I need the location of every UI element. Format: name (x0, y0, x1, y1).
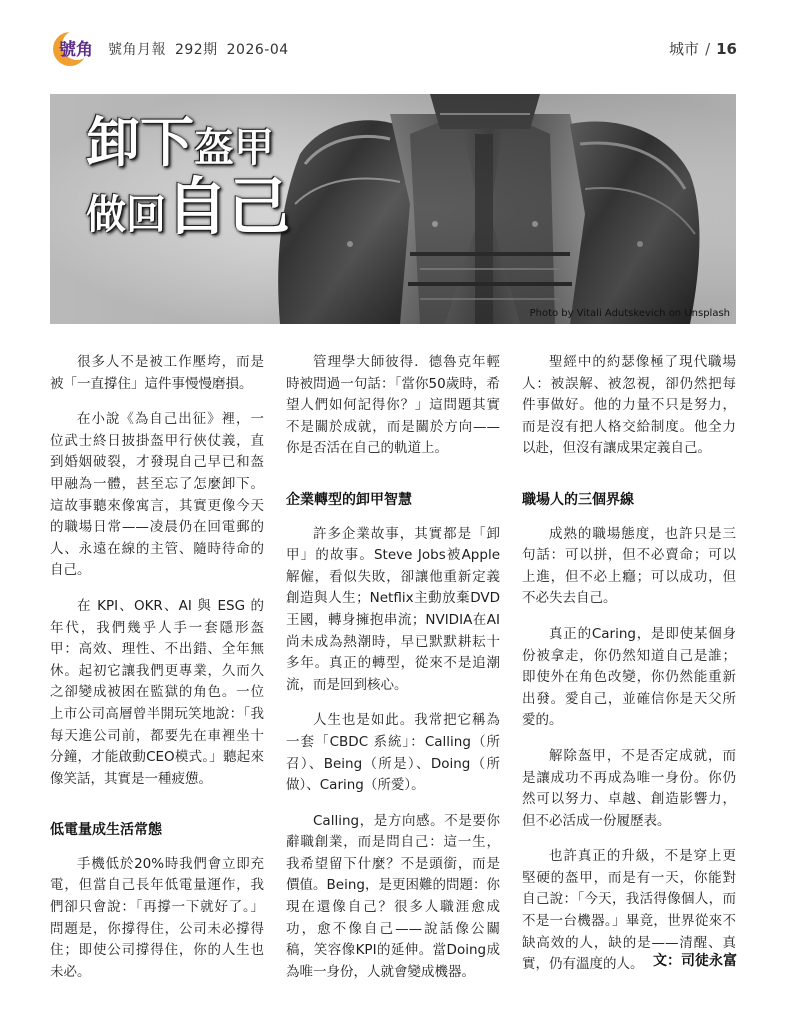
headline-word-become: 做回 (86, 192, 166, 238)
subheading: 低電量成生活常態 (50, 822, 162, 839)
headline-line-1 (86, 111, 290, 174)
article-column-3 (522, 352, 736, 990)
section-separator: / (705, 40, 711, 58)
headline-line-2 (86, 170, 291, 243)
author-byline: 文：司徒永富 (653, 953, 737, 969)
section-page-tag (669, 38, 737, 59)
magazine-name: 號角月報 (108, 42, 166, 58)
masthead (108, 39, 293, 59)
subheading: 企業轉型的卸甲智慧 (286, 491, 412, 508)
photo-credit: Photo by Vitali Adutskevich on Unsplash (529, 308, 730, 319)
article-column-1 (50, 352, 264, 997)
logo-text: 號角 (59, 40, 93, 60)
paragraph: 人生也是如此。我常把它稱為一套「CBDC 系統」：Calling（所召）、Being（所是）、Doing（所做）、Caring（所愛）。 (286, 712, 500, 794)
headline-word-unload: 卸下 (86, 111, 194, 174)
paragraph: 許多企業故事，其實都是「卸甲」的故事。Steve Jobs被Apple解僱，看似失敗，卻讓他重新定義創造與人生；Netflix主動放棄DVD王國，轉身擁抱串流；NVIDIA在AI尚未成為熱潮時，早已默默耕耘十多年。真正的轉型，從來不是追潮流，而是回到核心。 (286, 525, 500, 693)
headline (86, 111, 291, 243)
page-number: 16 (716, 40, 737, 58)
paragraph: 在小說《為自己出征》裡，一位武士終日披掛盔甲行俠仗義，直到婚姻破裂，才發現自己早已和盔甲融為一體，甚至忘了怎麼卸下。這故事聽來像寓言，其實更像今天的職場日常——凌晨仍在回電郵的人、永遠在線的主管、隨時待命的自己。 (50, 411, 264, 579)
logo (50, 28, 94, 68)
hero-image (50, 94, 736, 324)
paragraph: 解除盔甲，不是否定成就，而是讓成功不再成為唯一身份。你仍然可以努力、卓越、創造影響力，但不必活成一份履歷表。 (522, 747, 736, 829)
headline-word-self: 自己 (166, 170, 291, 243)
paragraph: 手機低於20%時我們會立即充電，但當自己長年低電量運作，我們卻只會說：「再撐一下就好了。」問題是，你撐得住，公司未必撐得住；即使公司撐得住，你的人生也未必。 (50, 855, 264, 980)
section-name: 城市 (669, 40, 700, 58)
paragraph: 在 KPI、OKR、AI 與 ESG 的年代，我們幾乎人手一套隱形盔甲：高效、理性、不出錯、全年無休。起初它讓我們更專業，久而久之卻變成被困在監獄的角色。一位上市公司高層曾半開玩笑地說：「我每天進公司前，都要先在車裡坐十分鐘，才能啟動CEO模式。」聽起來像笑話，其實是一種疲憊。 (50, 597, 264, 787)
issue-number: 292期 (174, 42, 218, 58)
paragraph: 也許真正的升級，不是穿上更堅硬的盔甲，而是有一天，你能對自己說：「今天，我活得像個人，而不是一台機器。」畢竟，世界從來不缺高效的人，缺的是——清醒、真實，仍有溫度的人。 (522, 848, 736, 973)
issue-date: 2026-04 (226, 42, 289, 58)
paragraph: 很多人不是被工作壓垮，而是被「一直撐住」這件事慢慢磨損。 (50, 354, 264, 392)
crescent-moon-logo-icon (50, 28, 94, 68)
subheading: 職場人的三個界線 (522, 491, 634, 508)
paragraph: 聖經中的約瑟像極了現代職場人：被誤解、被忽視，卻仍然把每件事做好。他的力量不只是努力，而是沒有把人格交給制度。他全力以赴，但沒有讓成果定義自己。 (522, 354, 736, 457)
article-column-2 (286, 352, 500, 997)
paragraph: 成熟的職場態度，也許只是三句話：可以拼，但不必賣命；可以上進，但不必上癮；可以成功，但不必失去自己。 (522, 525, 736, 607)
headline-word-armor: 盔甲 (194, 125, 274, 171)
paragraph: Calling，是方向感。不是要你辭職創業，而是問自己：這一生，我希望留下什麼？不是頭銜，而是價值。Being，是更困難的問題：你現在還像自己？很多人職涯愈成功，愈不像自己——說話像公關稿，笑容像KPI的延伸。當Doing成為唯一身份，人就會變成機器。 (286, 812, 500, 980)
paragraph: 管理學大師彼得．德魯克年輕時被問過一句話：「當你50歲時，希望人們如何記得你？」這問題其實不是關於成就，而是關於方向——你是否活在自己的軌道上。 (286, 354, 500, 457)
paragraph: 真正的Caring，是即使某個身份被拿走，你仍然知道自己是誰；即使外在角色改變，你仍然能重新出發。愛自己，並確信你是天父所愛的。 (522, 625, 736, 729)
